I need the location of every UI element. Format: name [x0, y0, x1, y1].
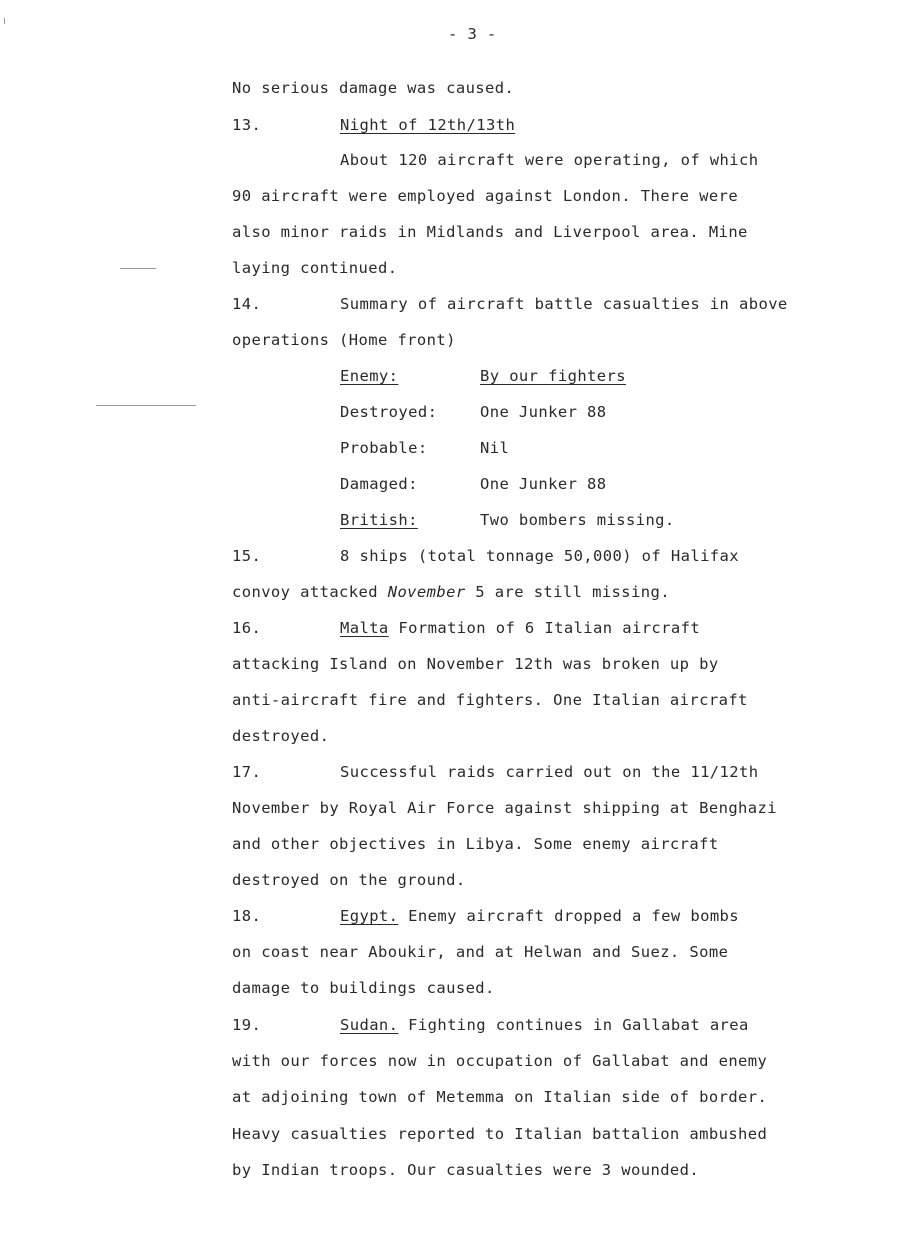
text-line: attacking Island on November 12th was broken up by [232, 655, 719, 673]
enemy-label: Enemy: [340, 367, 399, 385]
text-fragment: Fighting continues in Gallabat area [398, 1016, 749, 1034]
text-line: laying continued. [232, 259, 398, 277]
paragraph-number: 19. [232, 1016, 262, 1034]
text-line: anti-aircraft fire and fighters. One Italian aircraft [232, 691, 748, 709]
text-line: Heavy casualties reported to Italian battalion ambushed [232, 1125, 768, 1143]
paragraph-number: 13. [232, 116, 262, 134]
text-fragment: 5 are still missing. [465, 583, 670, 601]
probable-label: Probable: [340, 439, 428, 457]
text-line: at adjoining town of Metemma on Italian side of border. [232, 1088, 768, 1106]
text-fragment: Formation of 6 Italian aircraft [388, 619, 701, 637]
text-line [232, 582, 670, 602]
scan-mark [120, 268, 156, 269]
text-line: destroyed. [232, 727, 330, 745]
text-line: Summary of aircraft battle casualties in above [340, 295, 788, 313]
paragraph-number: 18. [232, 907, 262, 925]
text-fragment: convoy attacked [232, 583, 388, 601]
text-line: November by Royal Air Force against shipping at Benghazi [232, 799, 777, 817]
text-line [340, 906, 739, 926]
destroyed-label: Destroyed: [340, 403, 438, 421]
paragraph-number: 17. [232, 763, 262, 781]
section-heading: Sudan. [340, 1016, 399, 1034]
text-line: with our forces now in occupation of Gallabat and enemy [232, 1052, 768, 1070]
section-heading: Night of 12th/13th [340, 116, 516, 134]
text-line: and other objectives in Libya. Some enemy aircraft [232, 835, 719, 853]
text-line: 8 ships (total tonnage 50,000) of Halifax [340, 547, 740, 565]
scan-mark [4, 18, 5, 24]
text-line: No serious damage was caused. [232, 79, 515, 97]
text-line: About 120 aircraft were operating, of which [340, 151, 759, 169]
text-line: by Indian troops. Our casualties were 3 wounded. [232, 1161, 700, 1179]
text-line: also minor raids in Midlands and Liverpool area. Mine [232, 223, 748, 241]
text-line: destroyed on the ground. [232, 871, 466, 889]
text-line: Successful raids carried out on the 11/12th [340, 763, 759, 781]
damaged-label: Damaged: [340, 475, 418, 493]
page-number: - 3 - [448, 25, 497, 43]
text-line [340, 1015, 749, 1035]
text-line [340, 618, 700, 638]
destroyed-value: One Junker 88 [480, 403, 607, 421]
section-heading: Malta [340, 619, 389, 637]
text-line: damage to buildings caused. [232, 979, 495, 997]
paragraph-number: 15. [232, 547, 262, 565]
section-heading: Egypt. [340, 907, 399, 925]
fighters-label: By our fighters [480, 367, 626, 385]
damaged-value: One Junker 88 [480, 475, 607, 493]
probable-value: Nil [480, 439, 510, 457]
paragraph-number: 16. [232, 619, 262, 637]
paragraph-number: 14. [232, 295, 262, 313]
text-line: 90 aircraft were employed against London. There were [232, 187, 739, 205]
text-fragment: November [387, 583, 466, 601]
scan-mark [96, 405, 196, 406]
british-label: British: [340, 511, 418, 529]
british-value: Two bombers missing. [480, 511, 675, 529]
text-fragment: Enemy aircraft dropped a few bombs [398, 907, 740, 925]
text-line: on coast near Aboukir, and at Helwan and Suez. Some [232, 943, 729, 961]
text-line: operations (Home front) [232, 331, 456, 349]
